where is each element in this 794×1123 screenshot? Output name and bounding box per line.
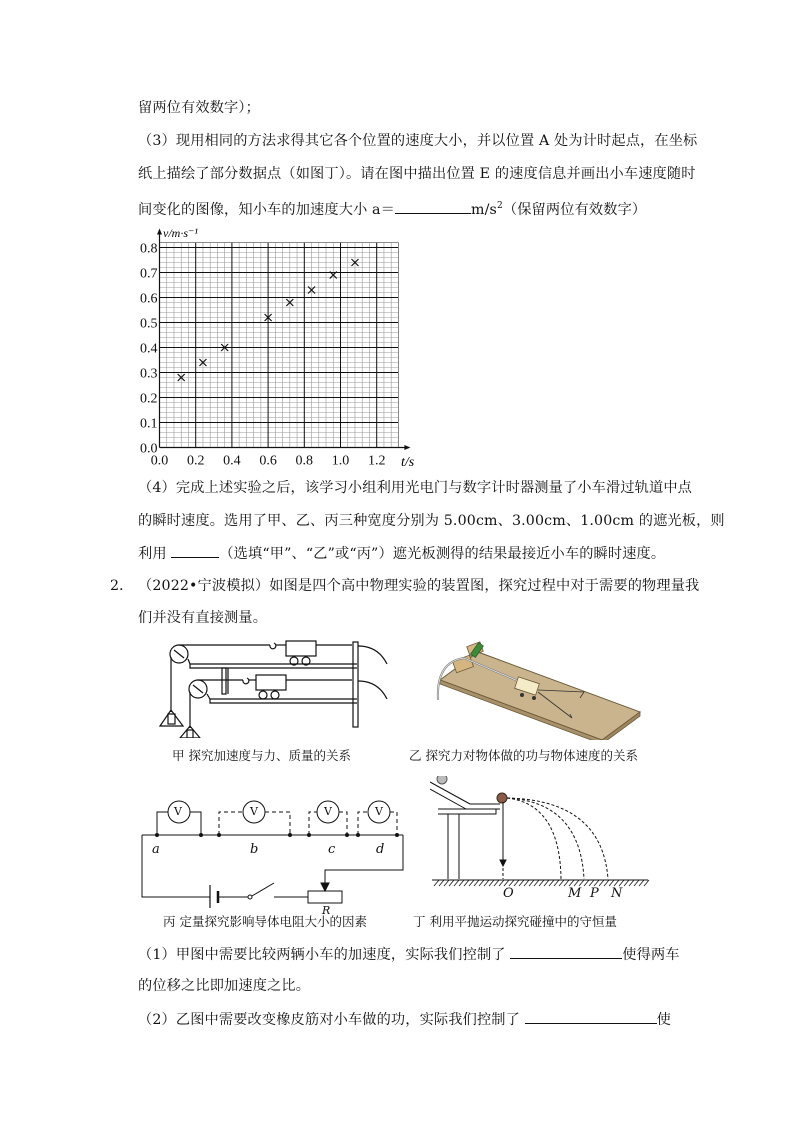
ground-label-n: N	[611, 886, 623, 901]
unit-exponent: 2	[496, 201, 503, 211]
unit-text: m/s	[471, 202, 497, 218]
answer-blank-plate[interactable]	[171, 543, 219, 558]
y-tick-label: 0.3	[140, 366, 158, 382]
y-axis-arrow	[157, 229, 162, 235]
ground-hatch	[604, 880, 609, 886]
figure-jia-cart-pulley	[150, 638, 400, 738]
ground-hatch	[624, 880, 629, 886]
ground-hatch	[519, 880, 524, 886]
question1-part4-line3	[138, 543, 665, 564]
caption-figure-bing: 丙 定量探究影响导体电阻大小的因素	[163, 914, 367, 929]
y-tick-label: 0.4	[140, 341, 158, 357]
question1-tail: 留两位有效数字）；	[138, 100, 260, 116]
ground-hatch	[544, 880, 549, 886]
y-tick-label: 0.1	[140, 416, 158, 432]
x-tick-label: 1.0	[331, 453, 350, 469]
y-tick-label: 0.0	[140, 441, 158, 457]
ground-hatch	[449, 880, 454, 886]
ground-label-p: P	[590, 886, 599, 901]
ground-hatch	[549, 880, 554, 886]
ground-hatch	[479, 880, 484, 886]
question-text: 使得两车	[622, 947, 680, 963]
ground-hatch	[599, 880, 604, 886]
question2-number: 2．	[110, 578, 134, 594]
x-tick-label: 0.4	[223, 453, 241, 469]
circuit-label-d: d	[376, 842, 385, 857]
velocity-time-chart	[130, 220, 420, 470]
ground-hatch	[494, 880, 499, 886]
question1-part3-line3	[138, 196, 646, 220]
tick-labels	[140, 242, 385, 469]
question1-part3-line1: （3）现用相同的方法求得其它各个位置的速度大小，并以位置 A 处为计时起点，在坐标	[138, 133, 698, 149]
question-text: （2）乙图中需要改变橡皮筋对小车做的功，实际我们控制了	[138, 1012, 525, 1028]
circuit-label-a: a	[152, 842, 160, 857]
ground-hatch	[529, 880, 534, 886]
ground-hatch	[554, 880, 559, 886]
ground-hatch	[514, 880, 519, 886]
y-tick-label: 0.8	[140, 241, 158, 257]
ground-hatch	[484, 880, 489, 886]
ground-hatch	[439, 880, 444, 886]
axes	[157, 229, 410, 451]
question2-sub1-line2: 的位移之比即加速度之比。	[138, 978, 311, 994]
y-tick-label: 0.6	[140, 291, 158, 307]
y-tick-label: 0.2	[140, 391, 158, 407]
figure-yi-rubber-band-cart	[430, 640, 650, 740]
answer-blank-sub1[interactable]	[510, 944, 622, 959]
question2-sub1-line1	[138, 944, 680, 965]
question-text: 利用	[138, 546, 172, 562]
ground-hatch	[559, 880, 564, 886]
resistor-label: R	[322, 904, 331, 917]
ground-hatch	[534, 880, 539, 886]
ground-hatch	[584, 880, 589, 886]
question-text: 使	[656, 1012, 671, 1028]
x-tick-label: 0.0	[150, 453, 169, 469]
ground-hatch	[464, 880, 469, 886]
ground-hatch	[459, 880, 464, 886]
question1-part4-line1: （4）完成上述实验之后，该学习小组利用光电门与数字计时器测量了小车滑过轨道中点	[138, 480, 693, 496]
caption-figure-ding: 丁 利用平抛运动探究碰撞中的守恒量	[413, 914, 617, 929]
x-tick-label: 0.6	[259, 453, 277, 469]
ground-hatch	[454, 880, 459, 886]
ground-label-m: M	[568, 886, 582, 901]
x-axis-arrow	[404, 445, 410, 450]
question-text: （选填“甲”、“乙”或“丙”）遮光板测得的结果最接近小车的瞬时速度。	[219, 546, 666, 562]
ground-hatch	[434, 880, 439, 886]
x-axis-label: t/s	[401, 455, 415, 470]
voltmeter-label: V	[174, 805, 182, 818]
figure-ding-projectile-collision	[430, 776, 650, 891]
ground-hatch	[524, 880, 529, 886]
ground-label-o: O	[503, 886, 514, 901]
x-tick-label: 0.2	[186, 453, 205, 469]
ground-hatch	[469, 880, 474, 886]
y-tick-label: 0.7	[140, 266, 158, 282]
x-tick-label: 1.2	[367, 453, 386, 469]
caption-figure-jia: 甲 探究加速度与力、质量的关系	[172, 748, 351, 763]
voltmeter-label: V	[250, 805, 258, 818]
question1-part3-line2: 纸上描绘了部分数据点（如图丁）。请在图中描出位置 E 的速度信息并画出小车速度随时	[138, 166, 696, 182]
grid-major	[160, 243, 399, 448]
question1-part4-line2: 的瞬时速度。选用了甲、乙、丙三种宽度分别为 5.00cm、3.00cm、1.00cm 的遮光板，则	[138, 513, 725, 529]
question-text: 间变化的图像，知小车的加速度大小 a＝	[138, 202, 396, 218]
x-tick-label: 0.8	[295, 453, 314, 469]
ground-hatch	[539, 880, 544, 886]
ground-hatch	[639, 880, 644, 886]
question2-line2: 们并没有直接测量。	[138, 610, 268, 626]
circuit-label-b: b	[250, 842, 259, 857]
question2-sub2-line1	[138, 1009, 671, 1030]
ground-hatch	[634, 880, 639, 886]
ground-hatch	[644, 880, 649, 886]
y-tick-label: 0.5	[140, 316, 158, 332]
ground-hatch	[629, 880, 634, 886]
question2-line1: （2022•宁波模拟）如图是四个高中物理实验的装置图，探究过程中对于需要的物理量我	[138, 578, 700, 594]
caption-figure-yi: 乙 探究力对物体做的功与物体速度的关系	[409, 748, 638, 763]
answer-blank-acceleration[interactable]	[395, 199, 471, 214]
question-text: （1）甲图中需要比较两辆小车的加速度，实际我们控制了	[138, 947, 511, 963]
question-text: （保留两位有效数字）	[502, 202, 647, 218]
answer-blank-sub2[interactable]	[525, 1009, 657, 1024]
voltmeter-label: V	[324, 805, 332, 818]
ground-hatch	[489, 880, 494, 886]
ground-hatch	[444, 880, 449, 886]
ground-hatch	[474, 880, 479, 886]
y-axis-label: v/m·s⁻¹	[163, 226, 198, 240]
circuit-label-c: c	[328, 842, 336, 857]
voltmeter-label: V	[375, 805, 383, 818]
